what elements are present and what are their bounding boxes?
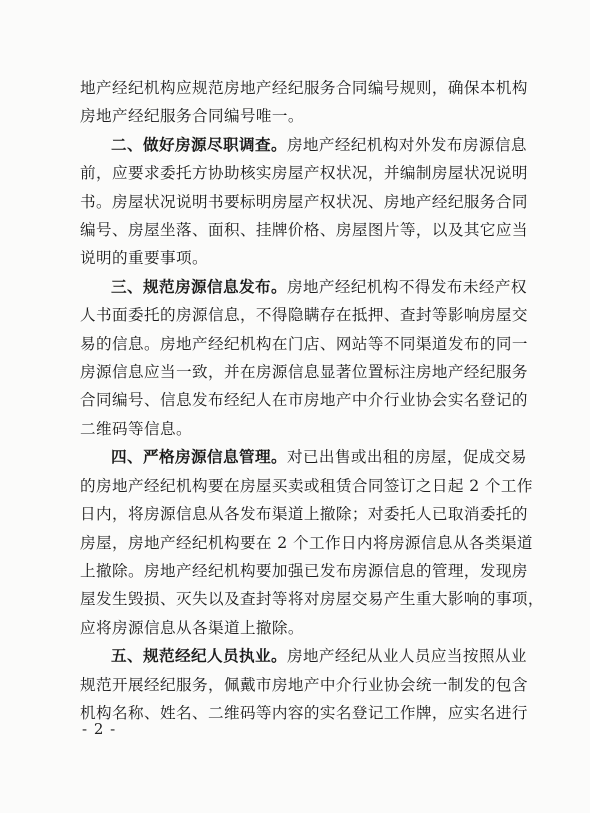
section-heading: 三、规范房源信息发布。 — [111, 277, 287, 296]
text-line: 的房地产经纪机构要在房屋买卖或租赁合同签订之日起 2 个工作 — [80, 476, 533, 495]
text-line: 房屋，房地产经纪机构要在 2 个工作日内将房源信息从各类渠道 — [80, 533, 533, 552]
text-line: 合同编号、信息发布经纪人在市房地产中介行业协会实名登记的 — [80, 391, 528, 410]
text-line: 易的信息。房地产经纪机构在门店、网站等不同渠道发布的同一 — [80, 334, 528, 353]
text-line: 机构名称、姓名、二维码等内容的实名登记工作牌，应实名进行 — [80, 703, 528, 722]
paragraph-due-diligence — [80, 131, 528, 273]
text-line: 前，应要求委托方协助核实房屋产权状况，并编制房屋状况说明 — [80, 164, 528, 183]
page-number: - 2 - — [82, 720, 117, 738]
section-heading: 四、严格房源信息管理。 — [111, 448, 287, 467]
text-line: 日内，将房源信息从各发布渠道上撤除；对委托人已取消委托的 — [80, 505, 528, 524]
text-line: 应将房源信息从各渠道上撤除。 — [80, 618, 304, 637]
text-line: 上撤除。房地产经纪机构要加强已发布房源信息的管理，发现房 — [80, 561, 528, 580]
text-fragment: 房地产经纪机构不得发布未经产权 — [286, 277, 527, 296]
section-heading: 二、做好房源尽职调查。 — [111, 135, 287, 154]
paragraph-listing-management — [80, 443, 544, 642]
text-line — [80, 642, 527, 670]
document-body — [80, 74, 544, 727]
text-line: 二维码等信息。 — [80, 419, 192, 438]
section-heading: 五、规范经纪人员执业。 — [111, 647, 287, 666]
text-line: 地产经纪机构应规范房地产经纪服务合同编号规则，确保本机构 — [80, 79, 528, 97]
text-line: 人书面委托的房源信息，不得隐瞒存在抵押、查封等影响房屋交 — [80, 306, 528, 325]
text-fragment: 房地产经纪从业人员应当按照从业 — [286, 647, 527, 666]
text-line: 房地产经纪服务合同编号唯一。 — [80, 107, 304, 126]
text-line: 房源信息应当一致，并在房源信息显著位置标注房地产经纪服务 — [80, 363, 528, 382]
text-line — [80, 443, 527, 471]
text-line: 书。房屋状况说明书要标明房屋产权状况、房地产经纪服务合同 — [80, 192, 528, 211]
text-line: 编号、房屋坐落、面积、挂牌价格、房屋图片等，以及其它应当 — [80, 221, 528, 240]
text-fragment: 对已出售或出租的房屋，促成交易 — [286, 448, 527, 467]
text-line: 屋发生毁损、灭失以及查封等将对房屋交易产生重大影响的事项， — [80, 590, 544, 609]
text-fragment: 房地产经纪机构对外发布房源信息 — [286, 135, 527, 154]
text-line: 说明的重要事项。 — [80, 249, 208, 268]
text-line — [80, 273, 527, 301]
paragraph-contract-numbering — [80, 74, 528, 131]
text-line — [80, 131, 527, 159]
paragraph-agent-practice — [80, 642, 528, 727]
text-line: 规范开展经纪服务，佩戴市房地产中介行业协会统一制发的包含 — [80, 675, 528, 694]
paragraph-listing-publication — [80, 273, 528, 443]
